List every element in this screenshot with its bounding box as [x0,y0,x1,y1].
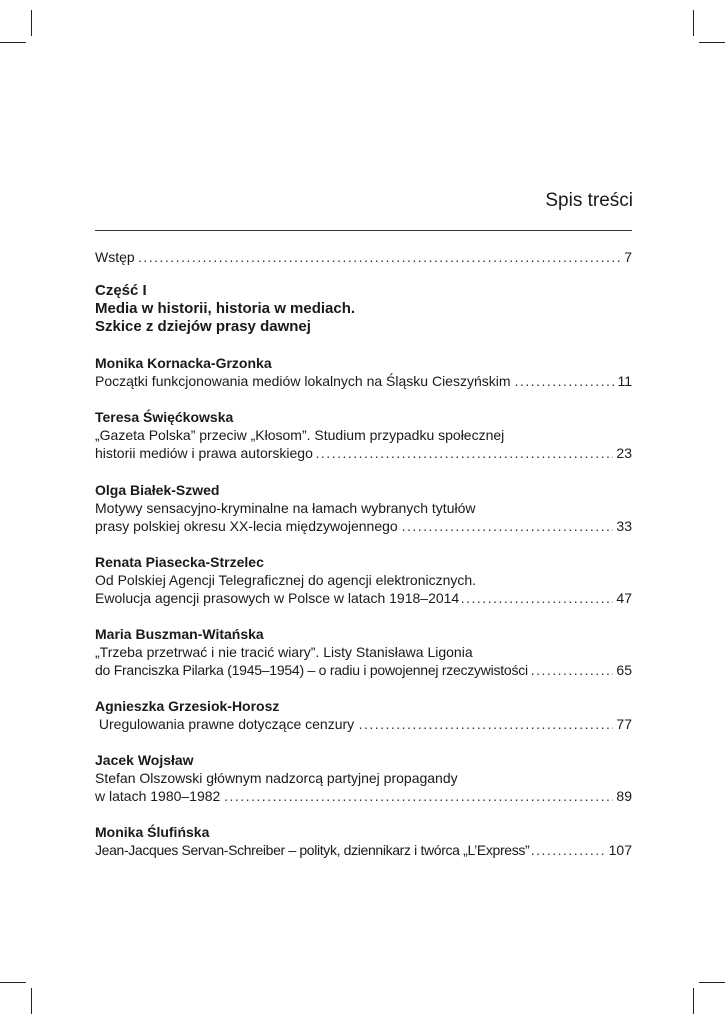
toc-entry-page: 23 [613,444,632,462]
toc-author: Jacek Wojsław [95,752,194,768]
title-rule [95,230,632,231]
toc-entry-page: 77 [613,715,632,733]
crop-mark-top-right-v [693,10,694,36]
toc-entry-page: 11 [614,372,632,390]
toc-entry-title: Uregulowania prawne dotyczące cenzury [95,716,355,732]
crop-mark-bottom-right-v [693,988,694,1014]
toc-entry[interactable] [95,372,632,390]
toc-entry-page: 65 [613,661,632,679]
toc-entry-title-line [95,499,632,517]
crop-mark-top-left-v [31,10,32,36]
toc-entry[interactable] [95,787,632,805]
toc-entry-label: Wstęp [95,249,135,265]
toc-entry[interactable] [95,661,632,679]
toc-entry-title: Ewolucja agencji prasowych w Polsce w latach 1918–2014 [95,590,460,606]
toc-author: Monika Kornacka-Grzonka [95,355,272,371]
toc-entry[interactable] [95,517,632,535]
toc-author: Teresa Święćkowska [95,409,234,425]
crop-mark-bottom-left-h [0,982,26,983]
toc-entry-title-line [95,643,632,661]
crop-mark-top-left-h [0,42,26,43]
toc-entry-title: prasy polskiej okresu XX-lecia międzywojennego [95,518,398,534]
toc-entry-intro[interactable] [95,248,632,266]
toc-entry-title: Od Polskiej Agencji Telegraficznej do agencji elektronicznych. [95,572,477,588]
toc-entry-title: „Trzeba przetrwać i nie tracić wiary”. Listy Stanisława Ligonia [95,644,473,660]
crop-mark-bottom-right-h [699,982,725,983]
toc-entry[interactable] [95,444,632,462]
toc-entry-title: Początki funkcjonowania mediów lokalnych na Śląsku Cieszyńskim [95,373,511,389]
toc-author: Agnieszka Grzesiok-Horosz [95,698,280,714]
toc-entry[interactable] [95,841,632,859]
toc-author: Olga Białek-Szwed [95,482,220,498]
toc-entry-title: Motywy sensacyjno-kryminalne na łamach wybranych tytułów [95,500,476,516]
toc-entry-title: Stefan Olszowski głównym nadzorcą partyjnej propagandy [95,770,458,786]
toc-entry-title: do Franciszka Pilarka (1945–1954) – o radiu i powojennej rzeczywistości [95,662,528,678]
toc-entry-page: 107 [606,841,632,859]
toc-entry-title: „Gazeta Polska” przeciw „Kłosom”. Studium przypadku społecznej [95,427,505,443]
toc-author: Renata Piasecka-Strzelec [95,554,264,570]
toc-entry-page: 47 [613,589,632,607]
toc-entry[interactable] [95,589,632,607]
toc-entry-title: Jean-Jacques Servan-Schreiber – polityk, dziennikarz i twórca „L’Express” [95,842,530,858]
toc-entry-title: w latach 1980–1982 [95,788,221,804]
toc-entry-page: 89 [613,787,632,805]
part-title-line2: Szkice z dziejów prasy dawnej [95,318,311,335]
part-title-line1: Media w historii, historia w mediach. [95,300,356,317]
toc-entry-page: 33 [613,517,632,535]
toc-entry-title-line [95,426,632,444]
crop-mark-bottom-left-v [31,988,32,1014]
toc-title: Spis treści [545,190,633,211]
toc-entry-title: historii mediów i prawa autorskiego [95,445,313,461]
toc-entry[interactable] [95,715,632,733]
toc-entry-title-line [95,769,632,787]
toc-author: Maria Buszman-Witańska [95,626,264,642]
crop-mark-top-right-h [699,42,725,43]
part-label: Część I [95,282,147,299]
toc-entry-page: 7 [621,248,632,266]
toc-author: Monika Ślufińska [95,824,210,840]
toc-entry-title-line [95,571,632,589]
